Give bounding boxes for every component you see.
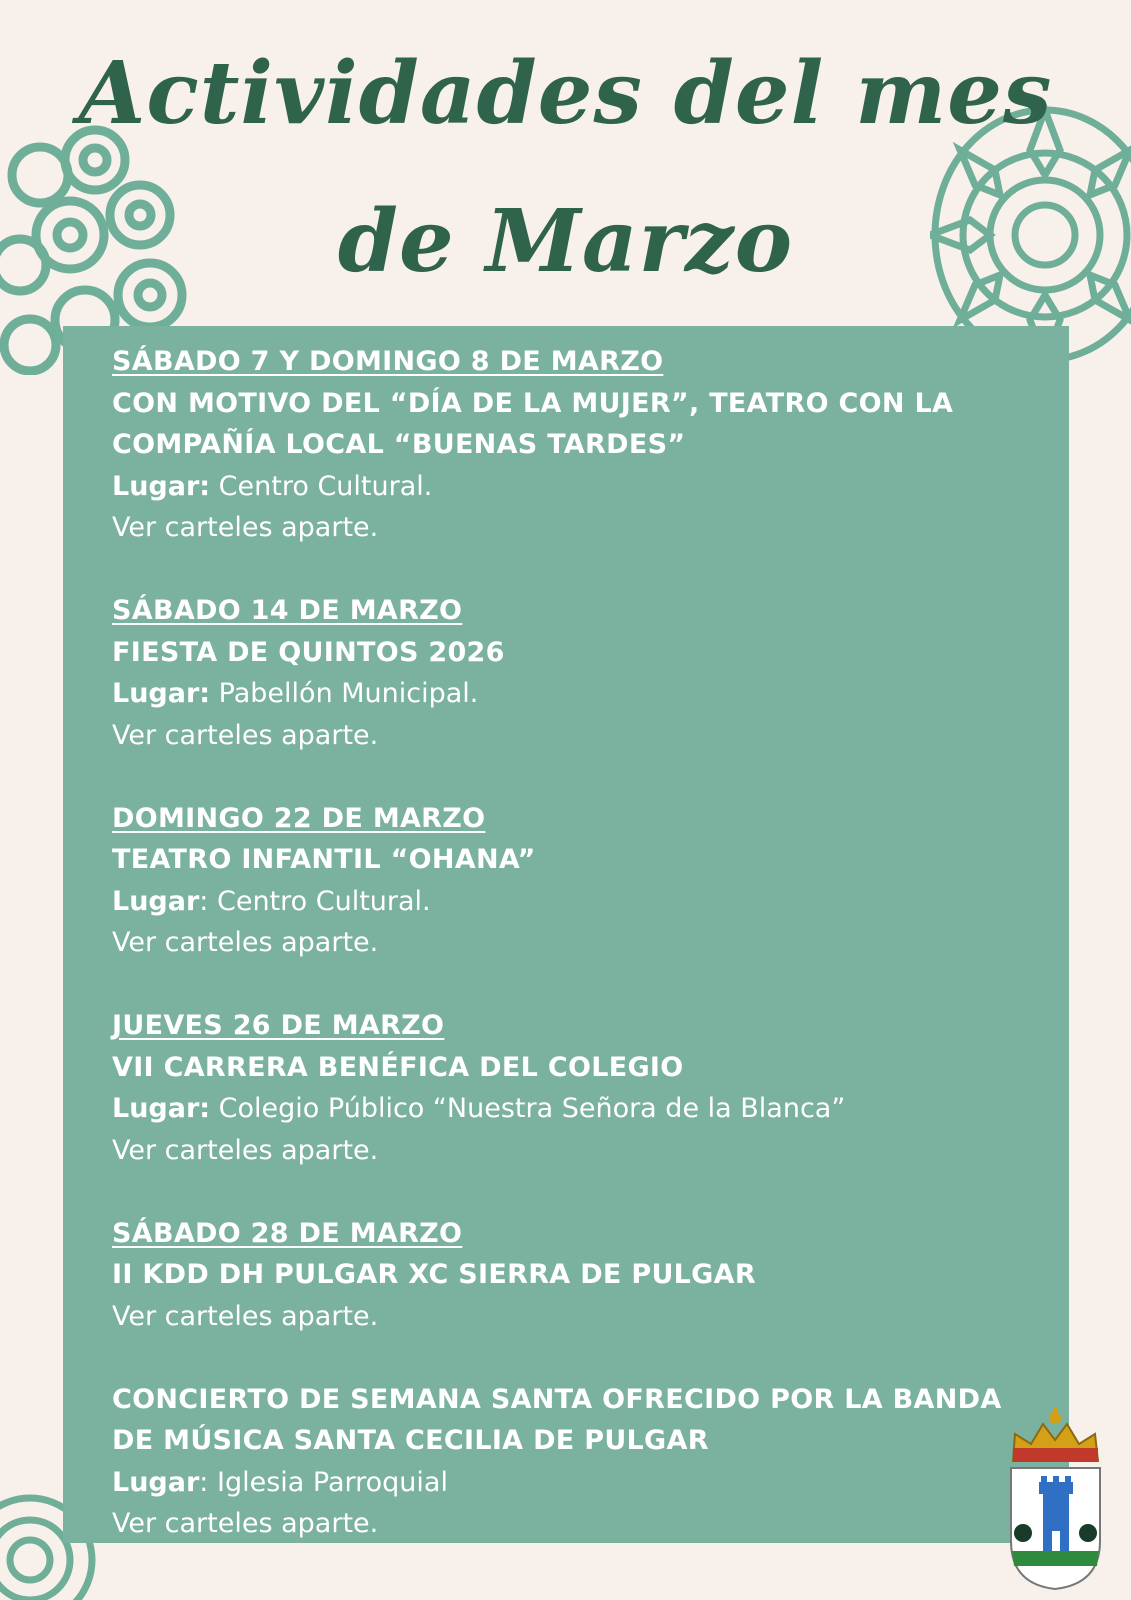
place-label: Lugar — [112, 1466, 200, 1498]
place-value: : Centro Cultural. — [199, 885, 431, 917]
event-place — [112, 1462, 1072, 1504]
event-item — [112, 590, 1072, 756]
place-value: Colegio Público “Nuestra Señora de la Blanca” — [210, 1093, 846, 1124]
place-label: Lugar: — [112, 1093, 211, 1124]
event-item — [112, 1213, 1072, 1338]
event-name-line: CON MOTIVO DEL “DÍA DE LA MUJER”, TEATRO CON LA — [112, 387, 954, 419]
event-item — [112, 341, 1072, 549]
place-label: Lugar: — [112, 678, 211, 709]
place-value: : Iglesia Parroquial — [199, 1466, 448, 1498]
event-date: JUEVES 26 DE MARZO — [112, 1010, 445, 1041]
place-label: Lugar — [112, 885, 200, 917]
event-item — [112, 1005, 1072, 1171]
title-line-1: Actividades del mes — [78, 43, 1053, 144]
event-note: Ver carteles aparte. — [112, 927, 379, 958]
event-place — [112, 1088, 1072, 1130]
event-name-line: DE MÚSICA SANTA CECILIA DE PULGAR — [112, 1425, 709, 1456]
event-date: SÁBADO 7 Y DOMINGO 8 DE MARZO — [112, 346, 664, 377]
events-list — [112, 341, 1072, 1545]
event-place — [112, 466, 1072, 508]
place-label: Lugar: — [112, 470, 211, 502]
event-note: Ver carteles aparte. — [112, 1300, 379, 1332]
event-name-line: TEATRO INFANTIL “OHANA” — [112, 844, 536, 875]
event-name-line: COMPAÑÍA LOCAL “BUENAS TARDES” — [112, 429, 686, 460]
place-value: Pabellón Municipal. — [210, 678, 479, 709]
event-note: Ver carteles aparte. — [112, 1508, 379, 1539]
event-date: DOMINGO 22 DE MARZO — [112, 802, 486, 834]
event-name-line: CONCIERTO DE SEMANA SANTA OFRECIDO POR LA BANDA — [112, 1383, 1002, 1415]
title-line-2: de Marzo — [337, 191, 794, 292]
event-item — [112, 798, 1072, 964]
event-place — [112, 673, 1072, 715]
municipal-crest-icon — [1003, 1406, 1108, 1591]
event-name-line: FIESTA DE QUINTOS 2026 — [112, 636, 505, 668]
page-title — [0, 20, 1131, 316]
event-name-line: II KDD DH PULGAR XC SIERRA DE PULGAR — [112, 1259, 756, 1290]
event-name-line: VII CARRERA BENÉFICA DEL COLEGIO — [112, 1051, 684, 1083]
event-item — [112, 1379, 1072, 1545]
event-date: SÁBADO 14 DE MARZO — [112, 595, 463, 626]
event-note: Ver carteles aparte. — [112, 719, 379, 751]
place-value: Centro Cultural. — [210, 470, 433, 502]
event-date: SÁBADO 28 DE MARZO — [112, 1217, 463, 1249]
event-note: Ver carteles aparte. — [112, 512, 379, 543]
event-note: Ver carteles aparte. — [112, 1134, 379, 1166]
event-place — [112, 881, 1072, 923]
